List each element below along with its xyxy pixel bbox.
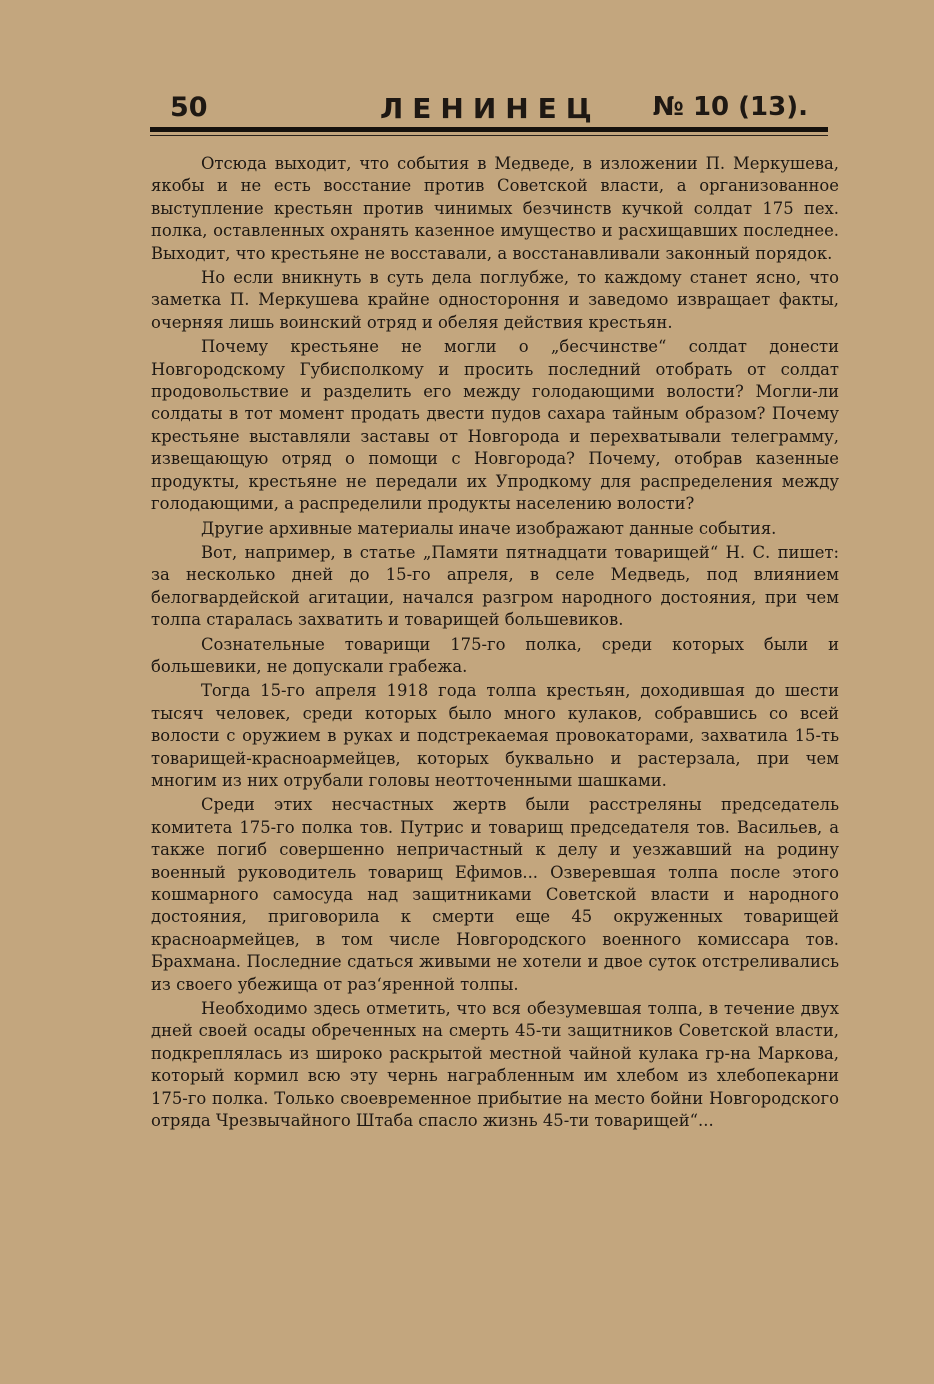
paragraph: Другие архивные материалы иначе изображают данные события.: [201, 518, 777, 538]
page-header: [170, 92, 830, 128]
header-rule-thick: [150, 127, 828, 132]
paragraph: Сознательные товарищи 175-го полка, среди которых были и большевики, не допускали грабежа.: [151, 634, 839, 676]
paragraph: Почему крестьяне не могли о „бесчинстве“ солдат донести Новгородскому Губисполкому и просить последний отобрать от солдат продовольствие и разделить его между голодающими волости? Могли-ли солдаты в тот момент продать двести пудов сахара тайным образом? Почему крестьяне выставляли заставы от Новгорода и перехватывали телеграмму, извещающую отряд о помощи с Новгорода? Почему, отобрав казенные продукты, крестьяне не передали их Упродкому для распределения между голодающими, а распределили продукты населению волости?: [151, 337, 839, 514]
paragraph: Тогда 15-го апреля 1918 года толпа крестьян, доходившая до шести тысяч человек, среди которых было много кулаков, собравшись со всей волости с оружием в руках и подстрекаемая провокаторами, захватила 15-ть товарищей-красноармейцев, которых буквально и растерзала, при чем многим из них отрубали головы неотточенными шашками.: [151, 681, 839, 790]
header-rule-thin: [150, 135, 828, 136]
journal-title: ЛЕНИНЕЦ: [380, 92, 601, 125]
paragraph: Необходимо здесь отметить, что вся обезумевшая толпа, в течение двух дней своей осады обреченных на смерть 45-ти защитников Советской власти, подкреплялась из широко раскрытой местной чайной кулака гр-на Маркова, который кормил всю эту чернь награбленным им хлебом из хлебопекарни 175-го полка. Только своевременное прибытие на место бойни Новгородского отряда Чрезвычайного Штаба спасло жизнь 45-ти товарищей“...: [151, 999, 839, 1131]
paragraph: Но если вникнуть в суть дела поглубже, то каждому станет ясно, что заметка П. Меркушева крайне одностороння и заведомо извращает факты, очерняя лишь воинский отряд и обеляя действия крестьян.: [151, 268, 839, 332]
page-number: 50: [170, 92, 208, 123]
issue-number: № 10 (13).: [652, 92, 808, 122]
paragraph: Отсюда выходит, что события в Медведе, в изложении П. Меркушева, якобы и не есть восстание против Советской власти, а организованное выступление крестьян против чинимых безчинств кучкой солдат 175 пех. полка, оставленных охранять казенное имущество и расхищавших последнее. Выходит, что крестьяне не восставали, а восстанавливали законный порядок.: [151, 154, 839, 263]
paragraph: Среди этих несчастных жертв были расстреляны председатель комитета 175-го полка тов. Путрис и товарищ председателя тов. Васильев, а также погиб совершенно непричастный к делу и уезжавший на родину военный руководитель товарищ Ефимов... Озверевшая толпа после этого кошмарного самосуда над защитниками Советской власти и народного достояния, приговорила к смерти еще 45 окруженных товарищей красноармейцев, в том числе Новгородского военного комиссара тов. Брахмана. Последние сдаться живыми не хотели и двое суток отстреливались из своего убежища от раз‘яренной толпы.: [151, 795, 839, 994]
paragraph: Вот, например, в статье „Памяти пятнадцати товарищей“ Н. С. пишет: за несколько дней до 15-го апреля, в селе Медведь, под влиянием белогвардейской агитации, начался разгром народного достояния, при чем толпа старалась захватить и товарищей большевиков.: [151, 542, 839, 630]
article-body: [151, 153, 839, 1132]
